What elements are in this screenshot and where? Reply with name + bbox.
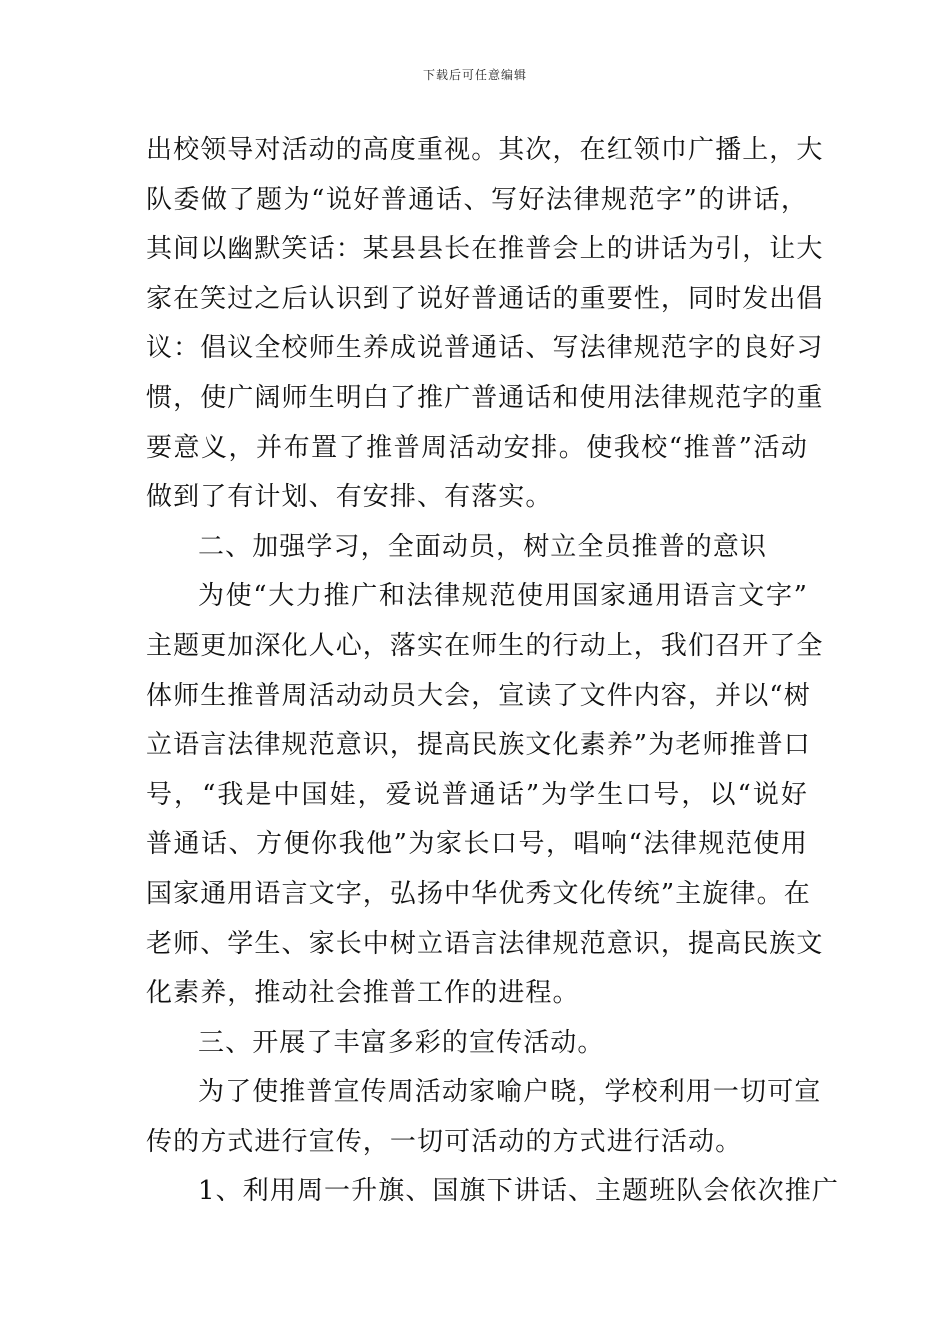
text-line: 体师生推普周活动动员大会，宣读了文件内容，并以“树 xyxy=(146,680,811,711)
text-line: 其间以幽默笑话：某县县长在推普会上的讲话为引，让大 xyxy=(146,234,824,265)
text-line: 家在笑过之后认识到了说好普通话的重要性，同时发出倡 xyxy=(146,283,824,314)
text-line: 做到了有计划、有安排、有落实。 xyxy=(146,482,553,513)
text-line: 普通话、方便你我他”为家长口号，唱响“法律规范使用 xyxy=(146,829,808,860)
text-line: 出校领导对活动的高度重视。其次，在红领巾广播上，大 xyxy=(146,135,824,165)
text-line: 要意义，并布置了推普周活动安排。使我校“推普”活动 xyxy=(146,432,808,463)
document-body xyxy=(146,126,839,1217)
text-line: 惯，使广阔师生明白了推广普通话和使用法律规范字的重 xyxy=(146,382,824,413)
list-item-line: 1、利用周一升旗、国旗下讲话、主题班队会依次推广 xyxy=(198,1176,839,1207)
text-line: 立语言法律规范意识，提高民族文化素养”为老师推普口 xyxy=(146,730,811,761)
text-line: 化素养，推动社会推普工作的进程。 xyxy=(146,978,580,1009)
text-line: 国家通用语言文字，弘扬中华优秀文化传统”主旋律。在 xyxy=(146,878,811,909)
page-header: 下载后可任意编辑 xyxy=(422,68,527,82)
text-line: 号，“我是中国娃，爱说普通话”为学生口号，以“说好 xyxy=(146,779,808,810)
text-line: 老师、学生、家长中树立语言法律规范意识，提高民族文 xyxy=(146,928,824,959)
paragraph-first-line: 为了使推普宣传周活动家喻户晓，学校利用一切可宣 xyxy=(198,1077,822,1108)
text-line: 议：倡议全校师生养成说普通话、写法律规范字的良好习 xyxy=(146,333,824,364)
text-line: 主题更加深化人心，落实在师生的行动上，我们召开了全 xyxy=(146,630,824,661)
paragraph-first-line: 为使“大力推广和法律规范使用国家通用语言文字” xyxy=(198,581,808,612)
text-line: 队委做了题为“说好普通话、写好法律规范字”的讲话， xyxy=(146,184,808,215)
section-heading: 三、开展了丰富多彩的宣传活动。 xyxy=(198,1027,605,1058)
text-line: 传的方式进行宣传，一切可活动的方式进行活动。 xyxy=(146,1126,743,1157)
section-heading: 二、加强学习，全面动员，树立全员推普的意识 xyxy=(198,531,768,562)
